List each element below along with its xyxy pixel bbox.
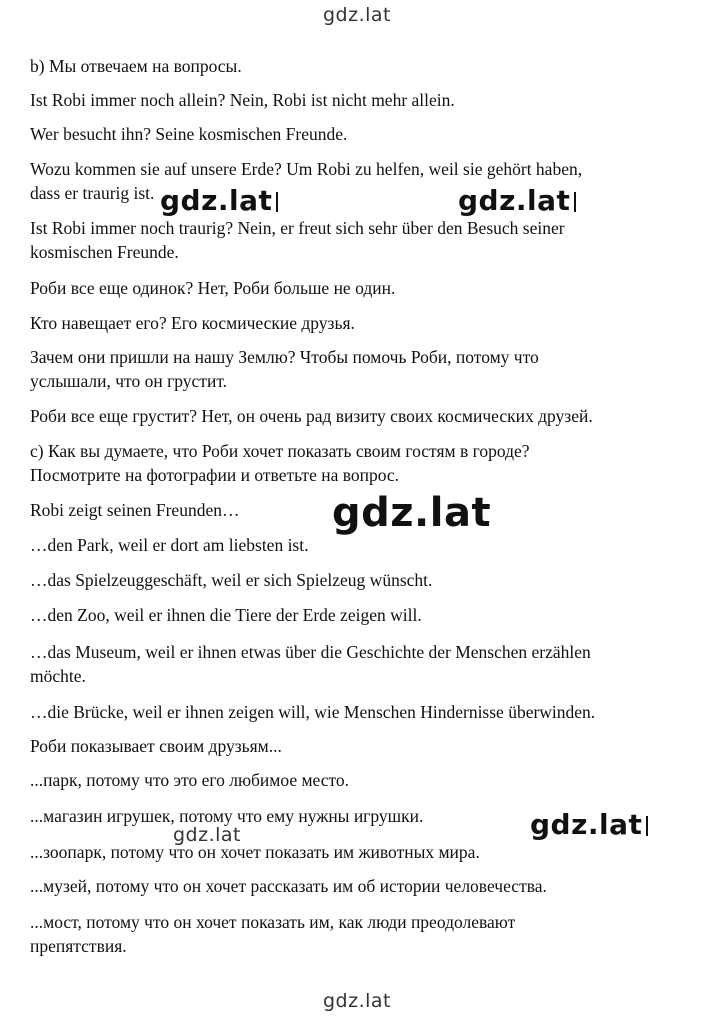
paragraph <box>30 700 670 724</box>
paragraph <box>30 603 670 627</box>
text-line: …den Zoo, weil er ihnen die Tiere der Erde zeigen will. <box>30 605 422 625</box>
paragraph <box>30 311 670 335</box>
watermark-lower-right <box>528 808 650 841</box>
text-line: услышали, что он грустит. <box>30 371 228 391</box>
text-line: …die Brücke, weil er ihnen zeigen will, wie Menschen Hindernisse überwinden. <box>30 702 596 722</box>
text-line: ...зоопарк, потому что он хочет показать им животных мира. <box>30 842 480 862</box>
text-line: kosmischen Freunde. <box>30 242 179 262</box>
text-line: Роби все еще одинок? Нет, Роби больше не один. <box>30 278 396 298</box>
text-line: dass er traurig ist. <box>30 183 155 203</box>
paragraph <box>30 404 670 428</box>
paragraph-heading-c <box>30 439 670 487</box>
text-line: c) Как вы думаете, что Роби хочет показать своим гостям в городе? <box>30 441 530 461</box>
text-line: ...музей, потому что он хочет рассказать им об истории человечества. <box>30 876 547 896</box>
text-line: Кто навещает его? Его космические друзья. <box>30 313 355 333</box>
watermark-text: gdz.lat <box>160 184 273 217</box>
text-line: Зачем они пришли на нашу Землю? Чтобы помочь Роби, потому что <box>30 347 539 367</box>
paragraph <box>30 640 670 688</box>
text-line: ...парк, потому что это его любимое место. <box>30 770 350 790</box>
watermark-upper-right <box>456 184 578 217</box>
paragraph <box>30 734 670 758</box>
watermark-lower-small: gdz.lat <box>173 824 242 846</box>
text-line: Ist Robi immer noch traurig? Nein, er freut sich sehr über den Besuch seiner <box>30 218 565 238</box>
watermark-bar <box>574 192 576 212</box>
paragraph <box>30 122 670 146</box>
text-line: препятствия. <box>30 936 127 956</box>
text-line: …das Museum, weil er ihnen etwas über die Geschichte der Menschen erzählen <box>30 642 591 662</box>
text-line: b) Мы отвечаем на вопросы. <box>30 56 242 76</box>
watermark-bar <box>646 816 648 836</box>
watermark-bottom: gdz.lat <box>323 990 392 1012</box>
paragraph <box>30 216 670 264</box>
text-line: ...магазин игрушек, потому что ему нужны игрушки. <box>30 806 424 826</box>
text-line: möchte. <box>30 666 86 686</box>
text-line: Посмотрите на фотографии и ответьте на вопрос. <box>30 465 400 485</box>
paragraph <box>30 276 670 300</box>
paragraph <box>30 840 670 864</box>
watermark-bar <box>276 192 278 212</box>
paragraph <box>30 88 670 112</box>
paragraph <box>30 768 670 792</box>
paragraph <box>30 345 670 393</box>
paragraph <box>30 910 670 958</box>
watermark-text: gdz.lat <box>530 808 643 841</box>
text-line: Роби все еще грустит? Нет, он очень рад визиту своих космических друзей. <box>30 406 593 426</box>
text-line: Robi zeigt seinen Freunden… <box>30 500 240 520</box>
text-line: ...мост, потому что он хочет показать им, как люди преодолевают <box>30 912 516 932</box>
watermark-top: gdz.lat <box>323 4 392 26</box>
paragraph <box>30 568 670 592</box>
watermark-upper-left <box>158 184 280 217</box>
paragraph-heading-b <box>30 54 670 78</box>
watermark-text: gdz.lat <box>458 184 571 217</box>
paragraph <box>30 533 670 557</box>
text-line: …das Spielzeuggeschäft, weil er sich Spielzeug wünscht. <box>30 570 433 590</box>
text-line: Роби показывает своим друзьям... <box>30 736 282 756</box>
text-line: Ist Robi immer noch allein? Nein, Robi ist nicht mehr allein. <box>30 90 455 110</box>
text-line: …den Park, weil er dort am liebsten ist. <box>30 535 309 555</box>
paragraph <box>30 874 670 898</box>
text-line: Wer besucht ihn? Seine kosmischen Freunde. <box>30 124 348 144</box>
text-line: Wozu kommen sie auf unsere Erde? Um Robi zu helfen, weil sie gehört haben, <box>30 159 583 179</box>
watermark-middle: gdz.lat <box>332 490 492 536</box>
